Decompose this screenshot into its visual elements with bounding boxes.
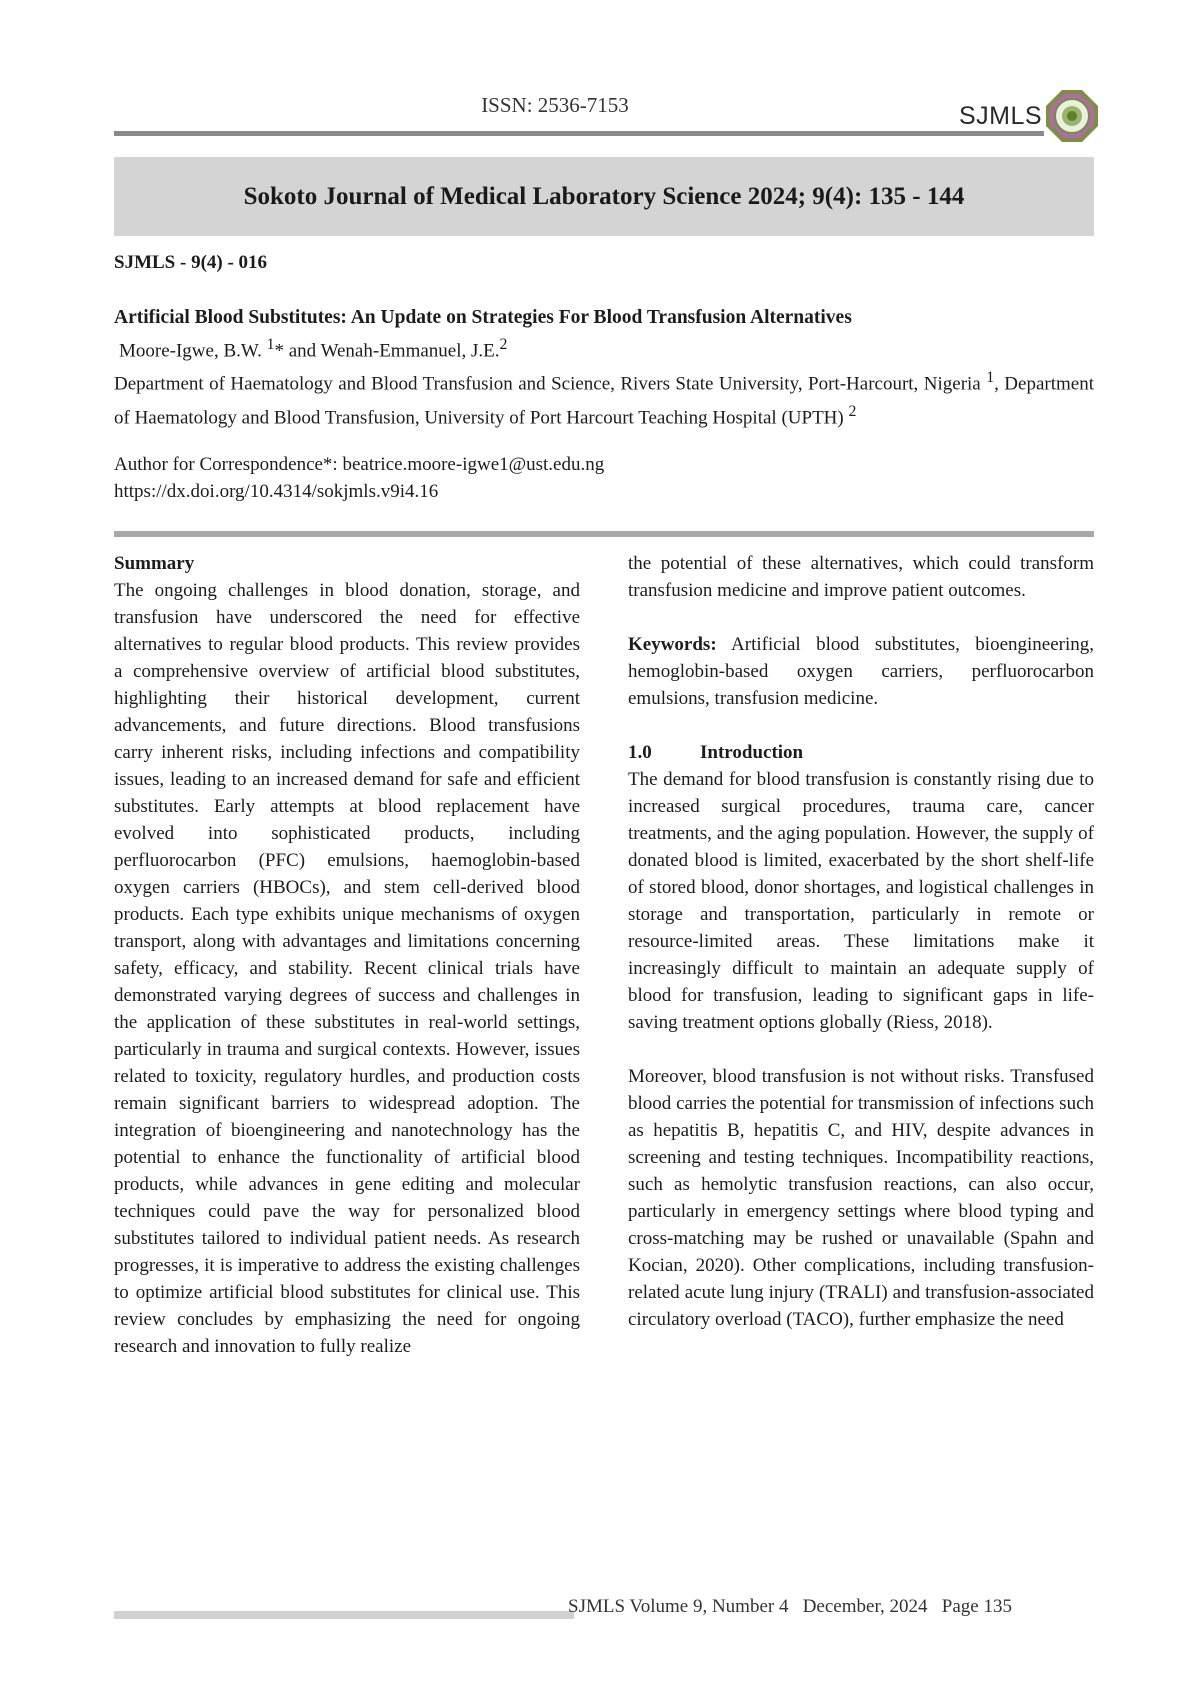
footer-rule: [114, 1611, 574, 1619]
author-2-sup: 2: [499, 336, 508, 353]
article-title: Artificial Blood Substitutes: An Update on Strategies For Blood Transfusion Alternatives: [114, 307, 852, 328]
author-1: Moore-Igwe, B.W.: [119, 340, 262, 362]
introduction-paragraph-2: Moreover, blood transfusion is not without risks. Transfused blood carries the potential for transmission of infections such as hepatitis B, hepatitis C, and HIV, despite advances in screening and testing techniques. Incompatibility reactions, such as hemolytic transfusion reactions, can also occur, particularly in emergency settings where blood typing and cross-matching may be rushed or unavailable (Spahn and Kocian, 2020). Other complications, including transfusion-related acute lung injury (TRALI) and transfusion-associated circulatory overload (TACO), further emphasize the need: [628, 1066, 1094, 1330]
affiliation-2: , Department of Haematology and Blood Transfusion, University of Port Harcourt Teaching Hospital (UPTH): [114, 373, 1094, 428]
article-header: [114, 304, 1094, 505]
keywords-label: Keywords:: [628, 634, 717, 655]
summary-text-continued: the potential of these alternatives, which could transform transfusion medicine and improve patient outcomes.: [628, 553, 1094, 601]
keywords: [628, 631, 1094, 712]
section-title: Introduction: [700, 742, 804, 763]
introduction-heading: [628, 739, 1094, 766]
affiliation-2-sup: 2: [848, 402, 857, 420]
journal-logo: [959, 86, 1100, 146]
issn: ISSN: 2536-7153: [481, 93, 629, 117]
page-footer: SJMLS Volume 9, Number 4 December, 2024 Page 135: [568, 1596, 1012, 1617]
introduction-paragraph-1: The demand for blood transfusion is constantly rising due to increased surgical procedures, trauma care, cancer treatments, and the aging population. However, the supply of donated blood is limited, exacerbated by the short shelf-life of stored blood, donor shortages, and logistical challenges in storage and transportation, particularly in remote or resource-limited areas. These limitations make it increasingly difficult to maintain an adequate supply of blood for transfusion, leading to significant gaps in life-saving treatment options globally (Riess, 2018).: [628, 769, 1094, 1033]
column-right: [628, 550, 1094, 1333]
article-id: SJMLS - 9(4) - 016: [114, 252, 268, 273]
section-number: 1.0: [628, 742, 652, 763]
journal-title: Sokoto Journal of Medical Laboratory Science 2024; 9(4): 135 - 144: [243, 182, 965, 210]
affiliation-1-sup: 1: [986, 369, 995, 387]
keywords-text: Artificial blood substitutes, bioengineering, hemoglobin-based oxygen carriers, perfluorocarbon emulsions, transfusion medicine.: [628, 634, 1094, 709]
author-1-sup: 1: [266, 336, 275, 353]
affiliation-1: Department of Haematology and Blood Transfusion and Science, Rivers State University, Port-Harcourt, Nigeria: [114, 373, 981, 395]
author-2: * and Wenah-Emmanuel, J.E.: [274, 340, 500, 362]
logo-text: SJMLS: [959, 101, 1043, 130]
summary-heading: Summary: [114, 553, 195, 574]
affiliations: [114, 364, 1094, 431]
summary-text: The ongoing challenges in blood donation, storage, and transfusion have underscored the need for effective alternatives to regular blood products. This review provides a comprehensive overview of artificial blood substitutes, highlighting their historical development, current advancements, and future directions. Blood transfusions carry inherent risks, including infections and compatibility issues, leading to an increased demand for safe and efficient substitutes. Early attempts at blood replacement have evolved into sophisticated products, including perfluorocarbon (PFC) emulsions, haemoglobin-based oxygen carriers (HBOCs), and stem cell-derived blood products. Each type exhibits unique mechanisms of oxygen transport, along with advantages and limitations concerning safety, efficacy, and stability. Recent clinical trials have demonstrated varying degrees of success and challenges in the application of these substitutes in real-world settings, particularly in trauma and surgical contexts. However, issues related to toxicity, regulatory hurdles, and production costs remain significant barriers to widespread adoption. The integration of bioengineering and nanotechnology has the potential to enhance the functionality of artificial blood products, while advances in gene editing and molecular techniques could pave the way for personalized blood substitutes tailored to individual patient needs. As research progresses, it is imperative to address the existing challenges to optimize artificial blood substitutes for clinical use. This review concludes by emphasizing the need for ongoing research and innovation to fully realize: [114, 580, 580, 1357]
correspondence: Author for Correspondence*: beatrice.moore-igwe1@ust.edu.ng: [114, 453, 605, 475]
authors: [114, 331, 1094, 364]
journal-seal-icon: [1044, 88, 1100, 144]
journal-title-band: [114, 157, 1094, 236]
column-left: [114, 550, 580, 1360]
header-rule: [114, 131, 1044, 136]
section-rule: [114, 531, 1094, 537]
doi-link[interactable]: https://dx.doi.org/10.4314/sokjmls.v9i4.16: [114, 480, 439, 502]
